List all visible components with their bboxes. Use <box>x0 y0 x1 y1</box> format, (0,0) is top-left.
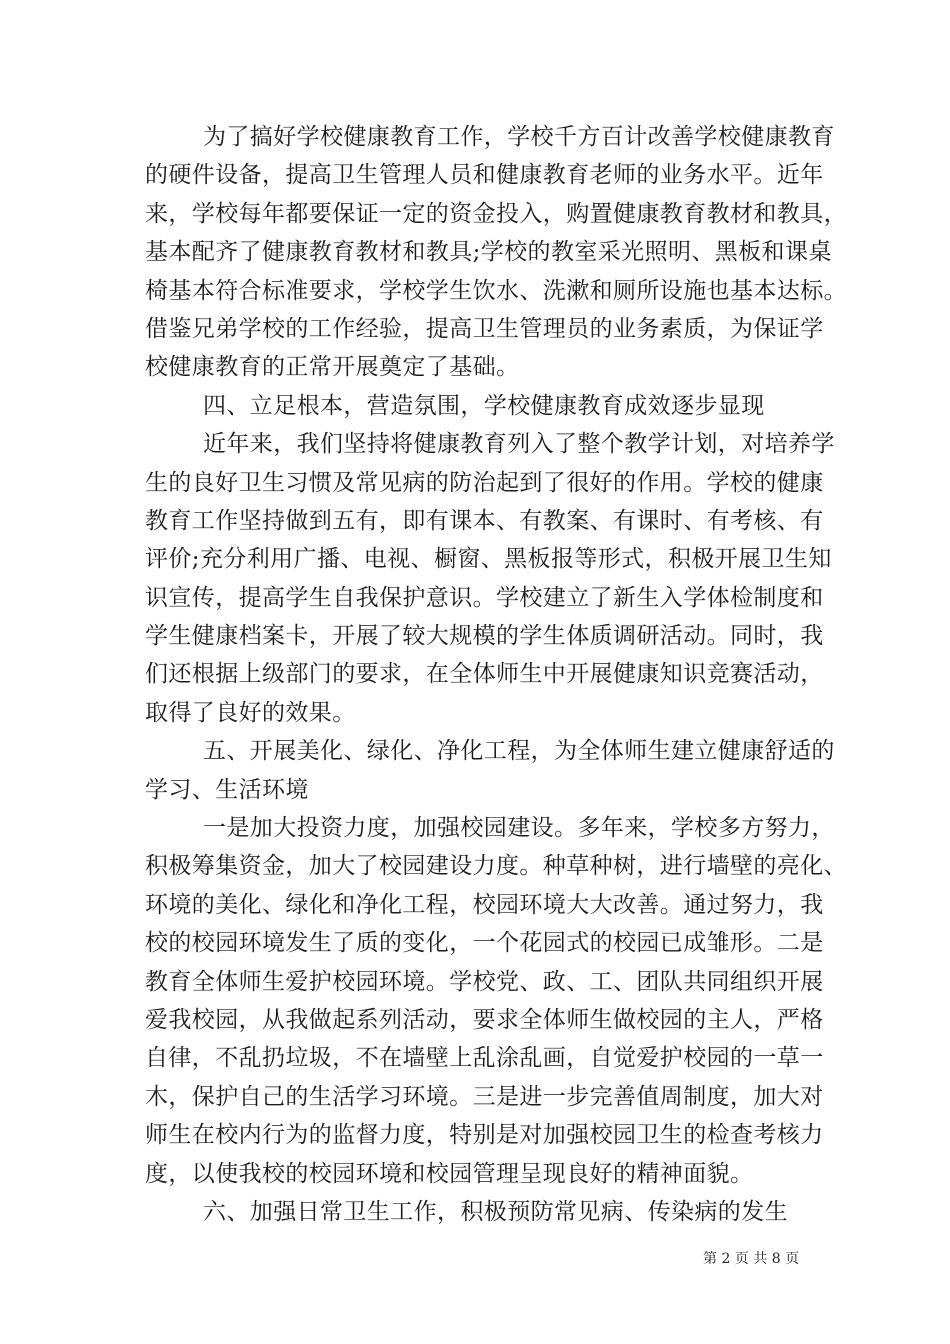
text-line: 椅基本符合标准要求，学校学生饮水、洗漱和厕所设施也基本达标。 <box>145 277 847 304</box>
heading-line: 学习、生活环境 <box>145 776 309 803</box>
text-line: 评价;充分利用广播、电视、橱窗、黑板报等形式，积极开展卫生知 <box>145 546 832 573</box>
text-line: 的硬件设备，提高卫生管理人员和健康教育老师的业务水平。近年 <box>145 162 824 189</box>
text-line: 自律，不乱扔垃圾，不在墙壁上乱涂乱画，自觉爱护校园的一草一 <box>145 1045 824 1072</box>
text-line: 爱我校园，从我做起系列活动，要求全体师生做校园的主人，严格 <box>145 1006 824 1033</box>
page-number: 第 2 页 共 8 页 <box>703 1251 800 1267</box>
heading-line: 四、立足根本，营造氛围，学校健康教育成效逐步显现 <box>203 392 765 419</box>
text-line: 识宣传，提高学生自我保护意识。学校建立了新生入学体检制度和 <box>145 584 824 611</box>
text-line: 借鉴兄弟学校的工作经验，提高卫生管理员的业务素质，为保证学 <box>145 315 824 342</box>
heading-line: 五、开展美化、绿化、净化工程，为全体师生建立健康舒适的 <box>203 738 835 765</box>
text-line: 积极筹集资金，加大了校园建设力度。种草种树，进行墙壁的亮化、 <box>145 853 847 880</box>
section-heading <box>145 732 835 809</box>
document-body <box>145 118 847 1231</box>
paragraph <box>145 425 835 732</box>
paragraph <box>145 118 847 387</box>
text-line: 师生在校内行为的监督力度，特别是对加强校园卫生的检查考核力 <box>145 1122 824 1149</box>
paragraph <box>145 809 847 1193</box>
text-line: 基本配齐了健康教育教材和教具;学校的教室采光照明、黑板和课桌 <box>145 239 832 266</box>
text-line: 生的良好卫生习惯及常见病的防治起到了很好的作用。学校的健康 <box>145 469 824 496</box>
text-line: 校的校园环境发生了质的变化，一个花园式的校园已成雏形。二是 <box>145 930 824 957</box>
text-line: 木，保护自己的生活学习环境。三是进一步完善值周制度，加大对 <box>145 1083 824 1110</box>
section-heading <box>145 1193 817 1231</box>
text-line: 取得了良好的效果。 <box>145 699 356 726</box>
text-line: 环境的美化、绿化和净化工程，校园环境大大改善。通过努力，我 <box>145 891 824 918</box>
heading-line: 六、加强日常卫生工作，积极预防常见病、传染病的发生 <box>203 1198 788 1225</box>
text-line: 近年来，我们坚持将健康教育列入了整个教学计划，对培养学 <box>203 431 835 458</box>
text-line: 来，学校每年都要保证一定的资金投入，购置健康教育教材和教具， <box>145 200 847 227</box>
text-line: 们还根据上级部门的要求，在全体师生中开展健康知识竞赛活动， <box>145 661 824 688</box>
text-line: 校健康教育的正常开展奠定了基础。 <box>145 354 520 381</box>
text-line: 学生健康档案卡，开展了较大规模的学生体质调研活动。同时，我 <box>145 623 824 650</box>
text-line: 一是加大投资力度，加强校园建设。多年来，学校多方努力， <box>203 815 835 842</box>
text-line: 教育全体师生爱护校园环境。学校党、政、工、团队共同组织开展 <box>145 968 824 995</box>
text-line: 教育工作坚持做到五有，即有课本、有教案、有课时、有考核、有 <box>145 507 824 534</box>
text-line: 为了搞好学校健康教育工作，学校千方百计改善学校健康教育 <box>203 124 835 150</box>
text-line: 度，以使我校的校园环境和校园管理呈现良好的精神面貌。 <box>145 1160 754 1187</box>
section-heading <box>145 387 817 425</box>
